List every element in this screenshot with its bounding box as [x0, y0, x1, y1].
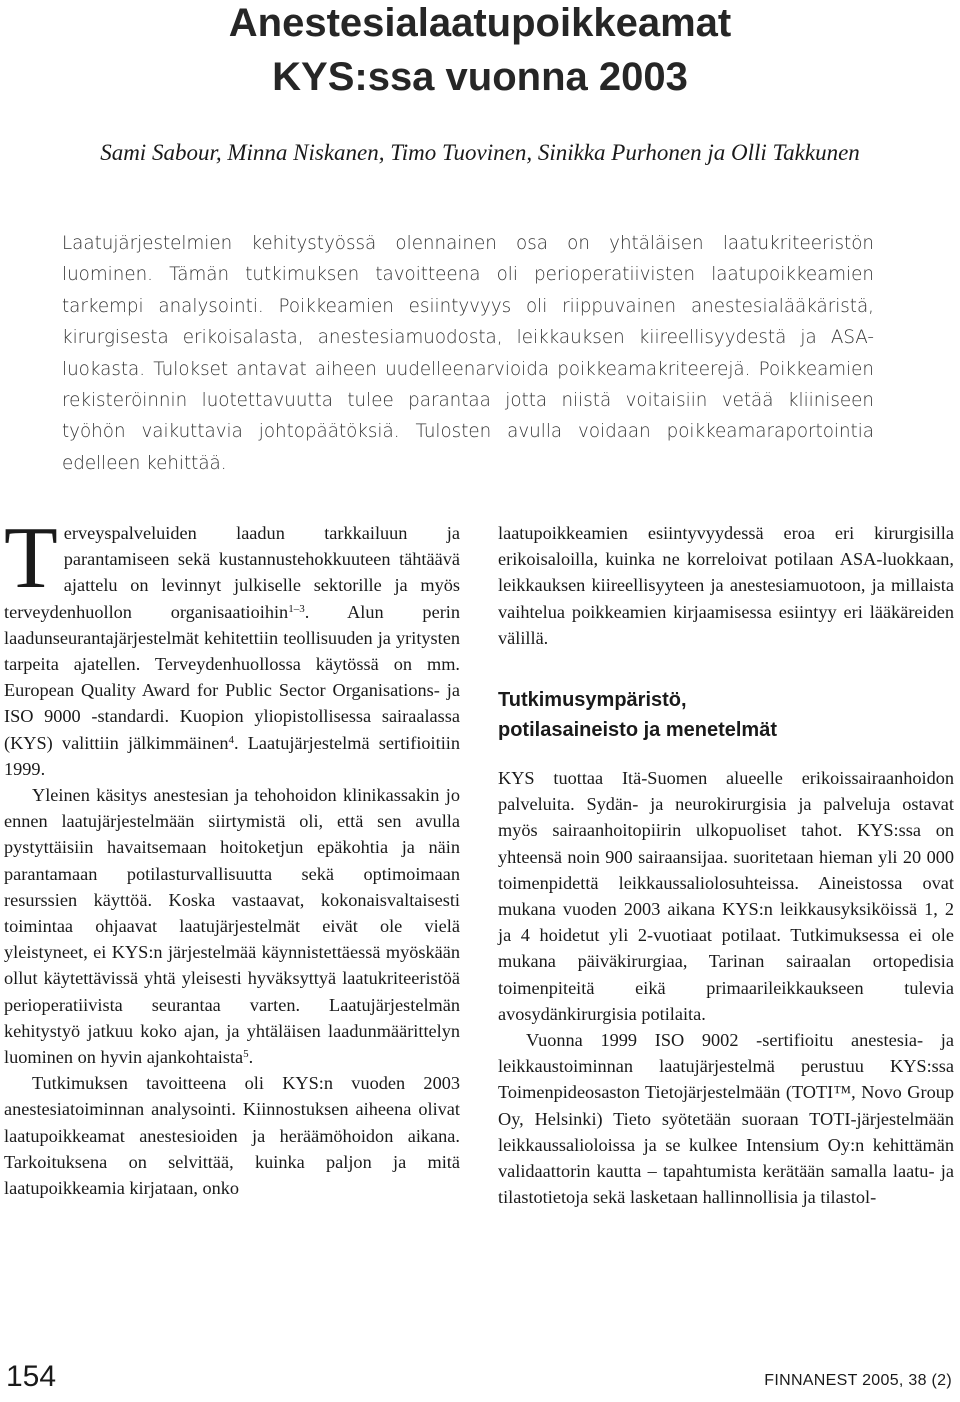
left-column [4, 510, 461, 1201]
citation-5: 5 [243, 1048, 249, 1061]
article-title-line-1: Anestesialaatupoikkeamat [228, 1, 732, 45]
intro-paragraph-1 [4, 510, 461, 782]
section-heading-line-1: Tutkimusympäristö, [498, 689, 687, 712]
section-heading-line-2: potilasaineisto ja menetelmät [498, 719, 777, 742]
intro-p2-text: Yleinen käsitys anestesian ja tehohoidon klinikassakin jo ennen laatujärjestelmään siirtymistä oli, että sen avulla pystyttäisiin havaitsemaan hoitoketjun epäkohtia ja näin parantamaan potilasturvallisuutta sekä optimoimaan resurssien käyttöä. Koska vastaavat, kokonaisvaltaisesti toimintaa ohjaavat laatujärjestelmät eivät ole vielä yleistyneet, ei KYS:n järjestelmää käynnistettäessä myöskään ollut käytettävissä yhtä yleisesti hyväksyttyä laatukriteeristöä perioperatiivista seurantaa varten. Laatujärjestelmän kehitystyö jatkuu koko ajan, ja yhtäläisen laadunmäärittelyn luominen on hyvin ajankohtaista [4, 785, 460, 1068]
page-number: 154 [6, 1360, 57, 1393]
right-paragraph-1: laatupoikkeamien esiintyvyydessä eroa eri kirurgisilla erikoisaloilla, kuinka ne korreloivat potilaan ASA-luokkaan, leikkauksen kiireellisyyteen ja anestesiamuotoon, ja millaista vaihtelua poikkeamien kirjaamisessa esiintyy eri lääkäreiden välillä. [498, 523, 954, 648]
citation-1-3: 1–3 [288, 602, 305, 615]
author-list: Sami Sabour, Minna Niskanen, Timo Tuovinen, Sinikka Purhonen ja Olli Takkunen [100, 140, 860, 165]
drop-cap: T [4, 510, 58, 607]
intro-p1-text: erveyspalveluiden laadun tarkkailuun ja parantamiseen sekä kustannustehokkuuteen tähtäävä ajattelu on levinnyt julkiselle sektorille ja myös terveydenhuollon organisaatioihin [4, 523, 460, 622]
methods-paragraph-2: Vuonna 1999 ISO 9002 -sertifioitu anestesia- ja leikkaustoiminnan laatujärjestelmä perustuu KYS:ssa Toimenpideosaston Tietojärjestelmään (TOTI™, Novo Group Oy, Helsinki) Tieto syötetään suoraan TOTI-järjestelmään leikkaussalioloissa ja se kulkee Intensium Oy:n kehittämän validaattorin kautta – tapahtumista kerätään samalla laatu- ja tilastotietoja sekä lasketaan hallinnollisia ja tilastol- [498, 1030, 954, 1208]
article-title-line-2: KYS:ssa vuonna 2003 [272, 55, 688, 99]
section-heading [498, 685, 954, 745]
methods-paragraph-1: KYS tuottaa Itä-Suomen alueelle erikoissairaanhoidon palveluita. Sydän- ja neurokirurgisia ja palveluja ostavat myös sairaanhoitopiirin ulkopuoliset tahot. KYS:ssa on yhteensä noin 900 sairaansijaa. suoritetaan hieman yli 20 000 toimenpidettä leikkaussaliolosuhteissa. Aineistossa ovat mukana vuoden 2003 aikana KYS:n leikkausyksiköissä 1, 2 ja 4 hoidetut yli 2-vuotiaat potilaat. Tutkimuksessa ei ole mukana päiväkirurgiaa, Tarinan sairaalan ortopedisia toimenpiteitä eikä primaarileikkaukseen tulevia avosydänkirurgisia potilaita. [498, 768, 954, 1024]
right-column [498, 520, 954, 1210]
intro-p2-end: . [248, 1047, 254, 1068]
intro-p1-after: . Alun perin laadunseurantajärjestelmät kehitettiin teollisuuden ja yritysten tarpeita ajatellen. Terveydenhuollossa käytössä on mm. European Quality Award for Public Sector Organisations- ja ISO 9000 -standardi. Kuopion yliopistollisessa sairaalassa (KYS) valittiin jälkimmäinen [4, 601, 460, 753]
abstract: Laatujärjestelmien kehitystyössä olennainen osa on yhtäläisen laatukriteeristön luominen. Tämän tutkimuksen tavoitteena oli perioperatiivisten laatupoikkeamien tarkempi analysointi. Poikkeamien esiintyvyys oli riippuvainen anestesialääkäristä, kirurgisesta erikoisalasta, anestesiamuodosta, leikkauksen kiireellisyydestä ja ASA-luokasta. Tulokset antavat aiheen uudelleenarvioida poikkeamakriteerejä. Poikkeamien rekisteröinnin luotettavuutta tulee parantaa jotta niistä voitaisiin vetää kliiniseen työhön vaikuttavia johtopäätöksiä. Tulosten avulla voidaan poikkeamaraportointia edelleen kehittää. [62, 233, 874, 474]
intro-paragraph-3: Tutkimuksen tavoitteena oli KYS:n vuoden 2003 anestesiatoiminnan analysointi. Kiinnostuksen aiheena olivat laatupoikkeamat anestesioiden ja heräämöhoidon aikana. Tarkoituksena on selvittää, kuinka paljon ja mitä laatupoikkeamia kirjataan, onko [4, 1073, 460, 1199]
citation-4: 4 [228, 733, 235, 746]
journal-citation: FINNANEST 2005, 38 (2) [764, 1372, 952, 1389]
intro-p1-end: . Laatujärjestelmä sertifioitiin 1999. [4, 732, 461, 779]
intro-paragraph-2 [4, 782, 460, 1070]
